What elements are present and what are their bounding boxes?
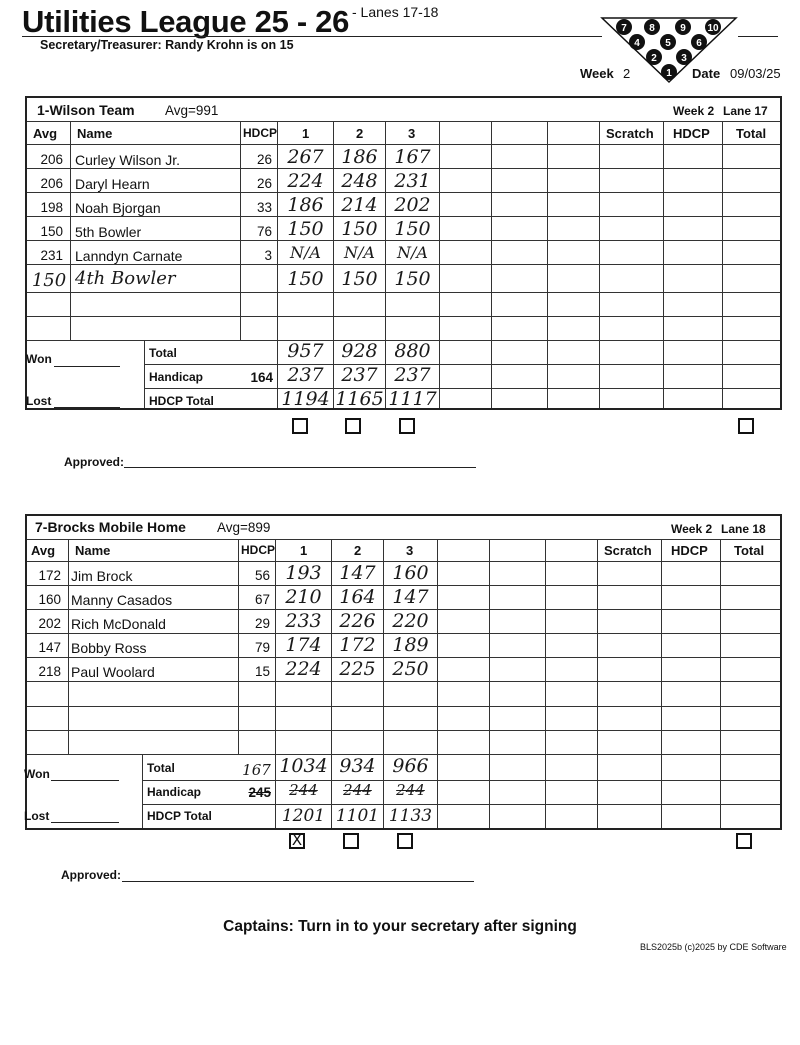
team2-b2-hdcp: 67 — [254, 592, 270, 607]
team2-b2-name: Manny Casados — [71, 592, 173, 608]
team2-b4-g1: 174 — [285, 634, 322, 656]
pin-9: 9 — [680, 23, 686, 34]
team1-handicap-sum: 164 — [250, 370, 273, 385]
team2-hdcptotal-g3: 1133 — [388, 806, 433, 826]
team1-b3-g2: 214 — [341, 194, 378, 216]
t2-col-total: Total — [734, 543, 765, 558]
team2-b3-name: Rich McDonald — [71, 616, 166, 632]
team2-scorecard — [25, 514, 782, 830]
team1-scorecard — [25, 96, 782, 410]
team1-game2-checkbox[interactable] — [345, 418, 361, 434]
t2-col-name: Name — [75, 543, 111, 558]
team2-handicap-corrected: 167 — [242, 761, 271, 779]
team2-b5-g2: 225 — [339, 658, 376, 680]
team2-lost-label: Lost — [24, 809, 50, 823]
team2-b4-g2: 172 — [339, 634, 376, 656]
team1-b6-name: 4th Bowler — [75, 268, 176, 289]
team1-b5-g1: N/A — [290, 243, 321, 262]
team1-week: Week 2 — [673, 104, 715, 118]
team2-total-checkbox[interactable] — [736, 833, 752, 849]
team2-lost-line[interactable] — [51, 822, 119, 823]
team2-game2-checkbox[interactable] — [343, 833, 359, 849]
team1-b2-avg: 206 — [40, 176, 63, 191]
team1-b5-name: Lanndyn Carnate — [75, 248, 183, 264]
t2-col-hdcp-total: HDCP — [671, 543, 708, 558]
team1-b2-hdcp: 26 — [256, 176, 272, 191]
team2-avg: Avg=899 — [217, 520, 271, 535]
team2-b5-g1: 224 — [285, 658, 322, 680]
team2-handicap-label: Handicap — [147, 785, 202, 799]
copyright: BLS2025b (c)2025 by CDE Software — [640, 942, 787, 952]
team1-hdcptotal-g1: 1194 — [281, 388, 330, 410]
team2-hdcptotal-label: HDCP Total — [147, 809, 212, 823]
team2-lane: Lane 18 — [721, 522, 766, 536]
team2-b4-avg: 147 — [38, 640, 61, 655]
team1-game3-checkbox[interactable] — [399, 418, 415, 434]
team1-b3-hdcp: 33 — [256, 200, 272, 215]
team2-b1-g1: 193 — [285, 562, 322, 584]
t2-col-game3: 3 — [406, 543, 414, 558]
pin-4: 4 — [634, 38, 640, 49]
team2-b2-g3: 147 — [392, 586, 429, 608]
header-rule — [22, 36, 602, 37]
team1-b4-avg: 150 — [40, 224, 63, 239]
col-total: Total — [736, 126, 767, 141]
team2-b4-g3: 189 — [392, 634, 429, 656]
team2-b3-hdcp: 29 — [254, 616, 270, 631]
team2-b3-g2: 226 — [339, 610, 376, 632]
team2-game1-checkbox[interactable]: X — [289, 833, 305, 849]
pin-1: 1 — [666, 68, 672, 79]
team2-b1-avg: 172 — [38, 568, 61, 583]
team2-handicap-sum: 245 — [248, 785, 271, 800]
team2-game3-checkbox[interactable] — [397, 833, 413, 849]
col-avg: Avg — [33, 126, 58, 141]
team1-handicap-g1: 237 — [287, 364, 324, 386]
team2-b2-g1: 210 — [285, 586, 322, 608]
team1-b1-hdcp: 26 — [256, 152, 272, 167]
league-title: Utilities League 25 - 26 — [22, 4, 350, 39]
team2-approved-line[interactable] — [122, 881, 474, 882]
col-hdcp: HDCP — [243, 126, 278, 140]
team1-total-label: Total — [149, 346, 177, 360]
team1-total-g3: 880 — [394, 340, 431, 362]
team2-hdcptotal-g2: 1101 — [335, 806, 380, 826]
team2-b3-avg: 202 — [38, 616, 61, 631]
team1-lost-line[interactable] — [54, 407, 120, 408]
team2-b1-name: Jim Brock — [71, 568, 133, 584]
team1-name: 1-Wilson Team — [37, 102, 135, 118]
pin-5: 5 — [665, 38, 671, 49]
team2-name: 7-Brocks Mobile Home — [35, 519, 186, 535]
team1-b1-avg: 206 — [40, 152, 63, 167]
team1-b6-g2: 150 — [341, 268, 378, 290]
team2-b5-hdcp: 15 — [254, 664, 270, 679]
col-hdcp-total: HDCP — [673, 126, 710, 141]
team2-won-label: Won — [24, 767, 50, 781]
t2-col-game1: 1 — [300, 543, 308, 558]
team2-total-label: Total — [147, 761, 175, 775]
team1-approved-label: Approved: — [64, 455, 124, 469]
week-label: Week — [580, 66, 614, 81]
col-game1: 1 — [302, 126, 310, 141]
team1-b4-name: 5th Bowler — [75, 224, 142, 240]
team1-handicap-g3: 237 — [394, 364, 431, 386]
team1-hdcptotal-g3: 1117 — [388, 388, 437, 410]
pin-8: 8 — [649, 23, 655, 34]
header-rule-right — [738, 36, 778, 37]
team2-b1-hdcp: 56 — [254, 568, 270, 583]
captains-instruction: Captains: Turn in to your secretary after signing — [223, 918, 577, 935]
team2-handicap-g2: 244 — [343, 781, 372, 799]
team1-hdcptotal-g2: 1165 — [335, 388, 384, 410]
team1-b1-g2: 186 — [341, 146, 378, 168]
team1-total-checkbox[interactable] — [738, 418, 754, 434]
team2-b1-g3: 160 — [392, 562, 429, 584]
team2-b5-g3: 250 — [392, 658, 429, 680]
team1-b4-g2: 150 — [341, 218, 378, 240]
team1-b2-g3: 231 — [394, 170, 431, 192]
t2-col-game2: 2 — [354, 543, 362, 558]
date-value: 09/03/25 — [730, 66, 781, 81]
team2-b3-g3: 220 — [392, 610, 429, 632]
team2-b5-name: Paul Woolard — [71, 664, 155, 680]
team2-b1-g2: 147 — [339, 562, 376, 584]
team2-handicap-g1: 244 — [289, 781, 318, 799]
team1-b6-g3: 150 — [394, 268, 431, 290]
team2-total-g2: 934 — [339, 755, 376, 777]
pin-2: 2 — [651, 53, 657, 64]
team1-hdcptotal-label: HDCP Total — [149, 394, 214, 408]
team1-b3-name: Noah Bjorgan — [75, 200, 161, 216]
team1-b4-g3: 150 — [394, 218, 431, 240]
team1-b3-g3: 202 — [394, 194, 431, 216]
col-game3: 3 — [408, 126, 416, 141]
team1-b2-g2: 248 — [341, 170, 378, 192]
team2-total-g3: 966 — [392, 755, 429, 777]
team1-won-label: Won — [26, 352, 52, 366]
team1-b5-avg: 231 — [40, 248, 63, 263]
team1-game1-checkbox[interactable] — [292, 418, 308, 434]
team2-b4-hdcp: 79 — [254, 640, 270, 655]
secretary-line: Secretary/Treasurer: Randy Krohn is on 15 — [40, 38, 294, 52]
t2-col-avg: Avg — [31, 543, 56, 558]
team1-b1-g3: 167 — [394, 146, 431, 168]
team2-b5-avg: 218 — [38, 664, 61, 679]
team2-b2-g2: 164 — [339, 586, 376, 608]
team1-b3-g1: 186 — [287, 194, 324, 216]
lanes-label: - Lanes 17-18 — [352, 4, 439, 20]
team1-b1-name: Curley Wilson Jr. — [75, 152, 181, 168]
pin-10: 10 — [707, 23, 719, 34]
team1-won-line[interactable] — [54, 366, 120, 367]
date-label: Date — [692, 66, 721, 81]
team1-b6-g1: 150 — [287, 268, 324, 290]
team2-handicap-g3: 244 — [396, 781, 425, 799]
team1-total-g1: 957 — [287, 340, 324, 362]
team1-approved-line[interactable] — [124, 467, 476, 468]
week-value: 2 — [623, 66, 631, 81]
team1-b3-avg: 198 — [40, 200, 63, 215]
team1-b5-g3: N/A — [397, 243, 428, 262]
team2-b2-avg: 160 — [38, 592, 61, 607]
pin-6: 6 — [696, 38, 702, 49]
team2-b4-name: Bobby Ross — [71, 640, 147, 656]
t2-col-scratch: Scratch — [604, 543, 652, 558]
team1-lane: Lane 17 — [723, 104, 768, 118]
team1-b6-avg: 150 — [31, 270, 67, 291]
team1-b5-g2: N/A — [344, 243, 375, 262]
team1-handicap-label: Handicap — [149, 370, 204, 384]
team1-handicap-g2: 237 — [341, 364, 378, 386]
team1-b4-hdcp: 76 — [256, 224, 272, 239]
team2-b3-g1: 233 — [285, 610, 322, 632]
team1-b2-name: Daryl Hearn — [75, 176, 150, 192]
team2-week: Week 2 — [671, 522, 713, 536]
team2-approved-label: Approved: — [61, 868, 121, 882]
team1-avg: Avg=991 — [165, 103, 219, 118]
col-name: Name — [77, 126, 113, 141]
col-game2: 2 — [356, 126, 364, 141]
team1-b2-g1: 224 — [287, 170, 324, 192]
team1-b1-g1: 267 — [287, 146, 324, 168]
team2-hdcptotal-g1: 1201 — [281, 806, 326, 826]
pin-3: 3 — [681, 53, 687, 64]
t2-col-hdcp: HDCP — [241, 543, 276, 557]
team1-total-g2: 928 — [341, 340, 378, 362]
col-scratch: Scratch — [606, 126, 654, 141]
team2-total-g1: 1034 — [279, 755, 328, 777]
team1-b4-g1: 150 — [287, 218, 324, 240]
team1-b5-hdcp: 3 — [264, 248, 272, 263]
team2-won-line[interactable] — [51, 780, 119, 781]
team1-lost-label: Lost — [26, 394, 52, 408]
pin-7: 7 — [621, 23, 627, 34]
